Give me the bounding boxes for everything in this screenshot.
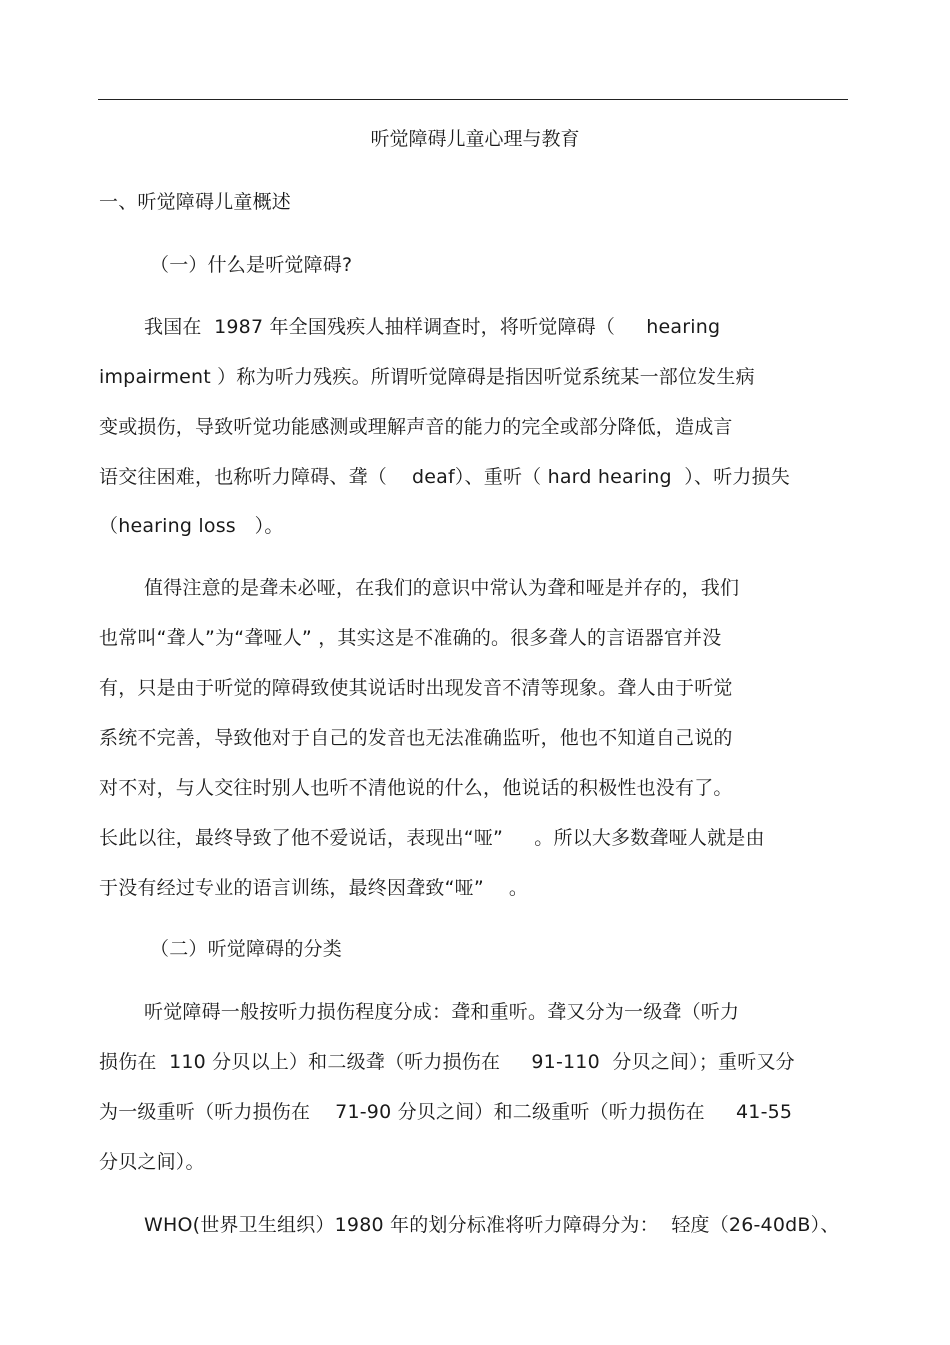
paragraph-line: 变或损伤，导致听觉功能感测或理解声音的能力的完全或部分降低，造成言 <box>99 416 733 438</box>
paragraph-line: WHO(世界卫生组织）1980 年的划分标准将听力障碍分为： 轻度（26-40dB）、 <box>144 1214 840 1236</box>
paragraph-line: 系统不完善，导致他对于自己的发音也无法准确监听，他也不知道自己说的 <box>99 727 733 749</box>
paragraph-line: 语交往困难，也称听力障碍、聋（ deaf）、重听（ hard hearing ）、听力损失 <box>99 466 790 488</box>
document-title: 听觉障碍儿童心理与教育 <box>370 128 580 150</box>
paragraph-line: 损伤在 110 分贝以上）和二级聋（听力损伤在 91-110 分贝之间）；重听又分 <box>99 1051 795 1073</box>
paragraph-line: 有，只是由于听觉的障碍致使其说话时出现发音不清等现象。聋人由于听觉 <box>99 677 733 699</box>
paragraph-line: （hearing loss ）。 <box>99 515 284 537</box>
paragraph-line: 也常叫“聋人”为“聋哑人” ，其实这是不准确的。很多聋人的言语器官并没 <box>99 627 722 649</box>
paragraph-line: 听觉障碍一般按听力损伤程度分成：聋和重听。聋又分为一级聋（听力 <box>144 1001 740 1023</box>
header-rule <box>98 99 848 100</box>
paragraph-line: 值得注意的是聋未必哑，在我们的意识中常认为聋和哑是并存的，我们 <box>144 577 740 599</box>
paragraph-line: 我国在 1987 年全国残疾人抽样调查时，将听觉障碍（ hearing <box>144 316 721 338</box>
paragraph-line: 长此以往，最终导致了他不爱说话，表现出“哑” 。所以大多数聋哑人就是由 <box>99 827 765 849</box>
paragraph-line: 于没有经过专业的语言训练，最终因聋致“哑” 。 <box>99 877 529 899</box>
paragraph-line: 为一级重听（听力损伤在 71-90 分贝之间）和二级重听（听力损伤在 41-55 <box>99 1101 793 1123</box>
paragraph-line: 对不对，与人交往时别人也听不清他说的什么，他说话的积极性也没有了。 <box>99 777 733 799</box>
section-heading: 一、听觉障碍儿童概述 <box>99 191 292 213</box>
subsection-heading: （一）什么是听觉障碍? <box>150 254 353 276</box>
paragraph-line: 分贝之间）。 <box>99 1151 205 1173</box>
paragraph-line: impairment ）称为听力残疾。所谓听觉障碍是指因听觉系统某一部位发生病 <box>99 366 755 388</box>
subsection-heading: （二）听觉障碍的分类 <box>150 938 343 960</box>
